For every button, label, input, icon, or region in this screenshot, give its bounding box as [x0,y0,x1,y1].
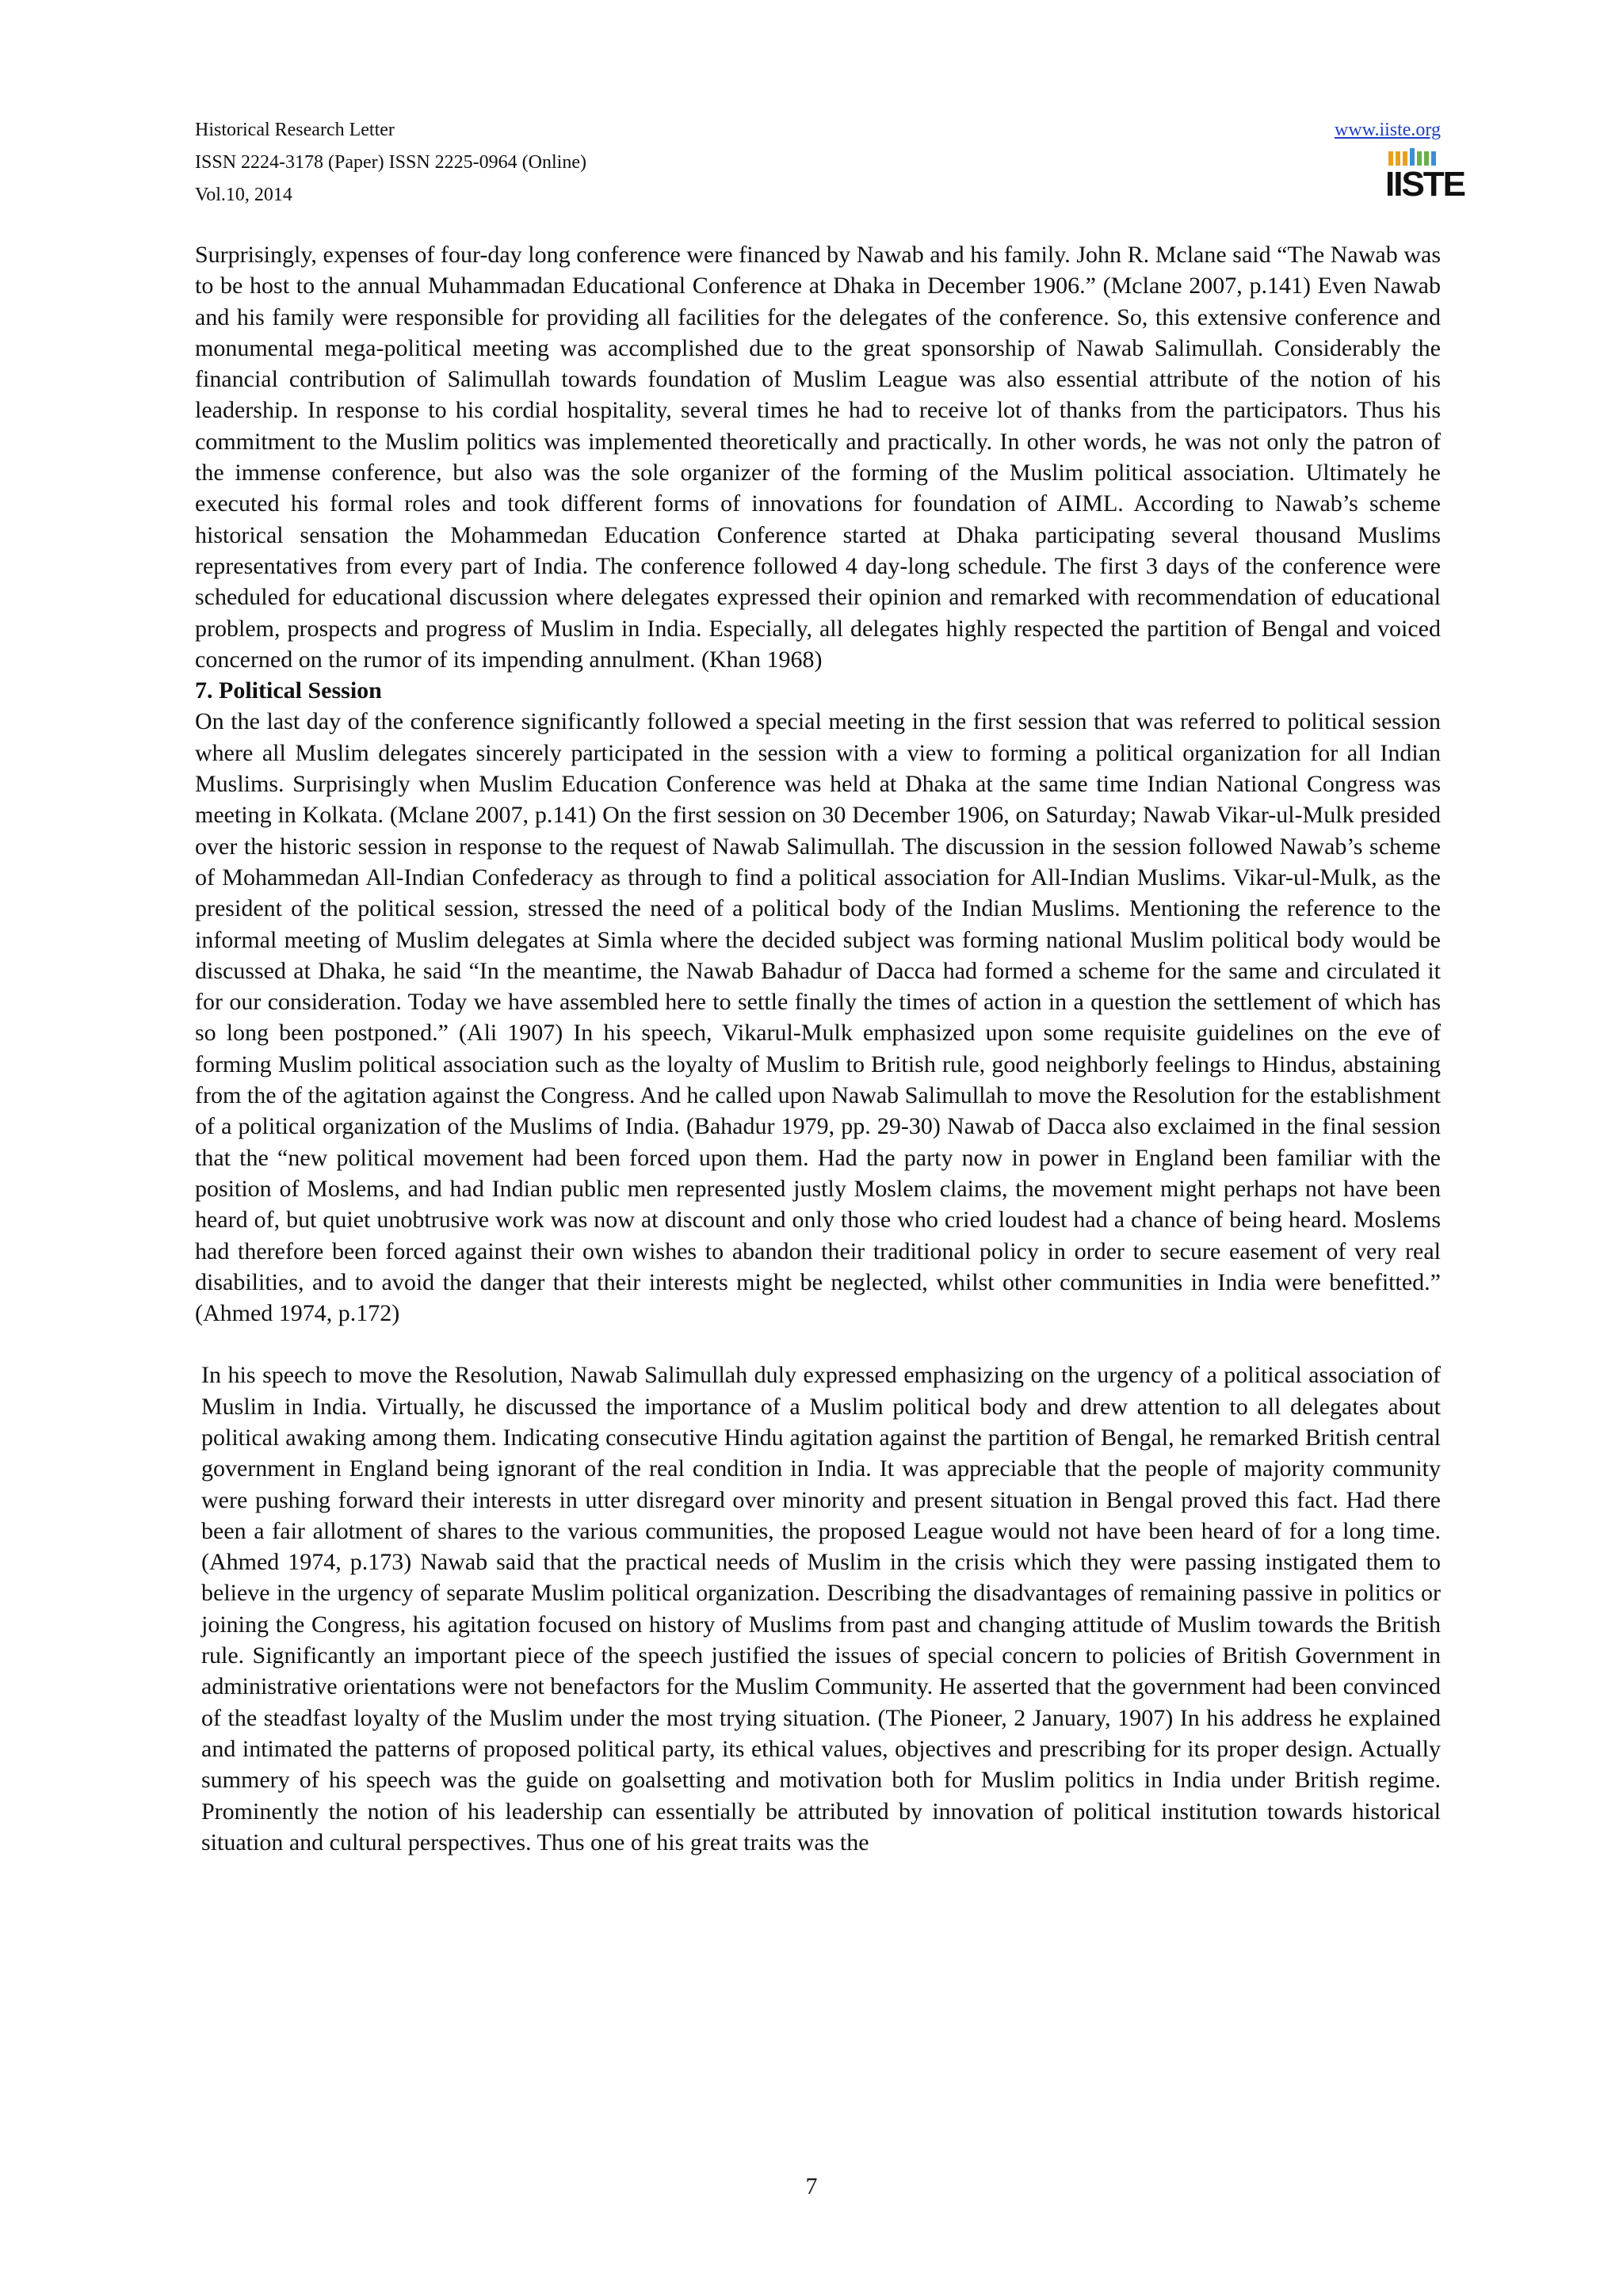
logo-wordmark: IISTE [1385,165,1465,204]
volume-line: Vol.10, 2014 [195,185,292,205]
paragraph: Surprisingly, expenses of four-day long conference were financed by Nawab and his family. John R. Mclane said “The Nawab was to be host to the annual Muhammadan Educational Conference at Dhaka in December 1906.” (Mclane 2007, p.141) Even Nawab and his family were responsible for providing all facilities for the delegates of the conference. So, this extensive conference and monumental mega-political meeting was accomplished due to the great sponsorship of Nawab Salimullah. Considerably the financial contribution of Salimullah towards foundation of Muslim League was also essential attribute of the notion of his leadership. In response to his cordial hospitality, several times he had to receive lot of thanks from the participators. Thus his commitment to the Muslim politics was implemented theoretically and practically. In other words, he was not only the patron of the immense conference, but also was the sole organizer of the forming of the Muslim political association. Ultimately he executed his formal roles and took different forms of innovations for foundation of AIML. According to Nawab’s scheme historical sensation the Mohammedan Education Conference started at Dhaka participating several thousand Muslims representatives from every part of India. The conference followed 4 day-long schedule. The first 3 days of the conference were scheduled for educational discussion where delegates expressed their opinion and remarked with recommendation of educational problem, prospects and progress of Muslim in India. Especially, all delegates highly respected the partition of Bengal and voiced concerned on the rumor of its impending annulment. (Khan 1968) [195,242,1441,673]
logo-bars-icon [1388,148,1439,166]
running-header [195,114,586,212]
website-link[interactable]: www.iiste.org [1335,120,1441,140]
article-body [195,239,1441,1858]
iiste-logo [1385,148,1465,207]
paragraph: On the last day of the conference significantly followed a special meeting in the first session that was referred to political session where all Muslim delegates sincerely participated in the session with a view to forming a political organization for all Indian Muslims. Surprisingly when Muslim Education Conference was held at Dhaka at the same time Indian National Congress was meeting in Kolkata. (Mclane 2007, p.141) On the first session on 30 December 1906, on Saturday; Nawab Vikar-ul-Mulk presided over the historic session in response to the request of Nawab Salimullah. The discussion in the session followed Nawab’s scheme of Mohammedan All-Indian Confederacy as through to find a political association for All-Indian Muslims. Vikar-ul-Mulk, as the president of the political session, stressed the need of a political body of the Indian Muslims. Mentioning the reference to the informal meeting of Muslim delegates at Simla where the decided subject was forming national Muslim political body would be discussed at Dhaka, he said “In the meantime, the Nawab Bahadur of Dacca had formed a scheme for the same and circulated it for our consideration. Today we have assembled here to settle finally the times of action in a question the settlement of which has so long been postponed.” (Ali 1907) In his speech, Vikarul-Mulk emphasized upon some requisite guidelines on the eve of forming Muslim political association such as the loyalty of Muslim to British rule, good neighborly feelings to Hindus, abstaining from the of the agitation against the Congress. And he called upon Nawab Salimullah to move the Resolution for the establishment of a political organization of the Muslims of India. (Bahadur 1979, pp. 29-30) Nawab of Dacca also exclaimed in the final session that the “new political movement had been forced upon them. Had the party now in power in England been familiar with the position of Moslems, and had Indian public men represented justly Moslem claims, the movement might perhaps not have been heard of, but quiet unobtrusive work was now at discount and only those who cried loudest had a chance of being heard. Moslems had therefore been forced against their own wishes to abandon their traditional policy in order to secure easement of very real disabilities, and to avoid the danger that their interests might be neglected, whilst other communities in India were benefitted.” (Ahmed 1974, p.172) [195,708,1441,1327]
section-heading: 7. Political Session [195,677,382,704]
page-number: 7 [805,2173,818,2199]
paragraph: In his speech to move the Resolution, Nawab Salimullah duly expressed emphasizing on the urgency of a political association of Muslim in India. Virtually, he discussed the importance of a Muslim political body and drew attention to all delegates about political awaking among them. Indicating consecutive Hindu agitation against the partition of Bengal, he remarked British central government in England being ignorant of the real condition in India. It was appreciable that the people of majority community were pushing forward their interests in utter disregard over minority and present situation in Bengal proved this fact. Had there been a fair allotment of shares to the various communities, the proposed League would not have been heard of for a long time. (Ahmed 1974, p.173) Nawab said that the practical needs of Muslim in the crisis which they were passing instigated them to believe in the urgency of separate Muslim political organization. Describing the disadvantages of remaining passive in politics or joining the Congress, his agitation focused on history of Muslims from past and changing attitude of Muslim towards the British rule. Significantly an important piece of the speech justified the issues of special concern to policies of British Government in administrative orientations were not benefactors for the Muslim Community. He asserted that the government had been convinced of the steadfast loyalty of the Muslim under the most trying situation. (The Pioneer, 2 January, 1907) In his address he explained and intimated the patterns of proposed political party, its ethical values, objectives and prescribing for its proper design. Actually summery of his speech was the guide on goalsetting and motivation both for Muslim politics in India under British regime. Prominently the notion of his leadership can essentially be attributed by innovation of political institution towards historical situation and cultural perspectives. Thus one of his great traits was the [201,1362,1441,1855]
paragraph-spacer [195,1329,1441,1360]
issn-line: ISSN 2224-3178 (Paper) ISSN 2225-0964 (Online) [195,152,586,173]
journal-name: Historical Research Letter [195,120,395,140]
header-right [1335,114,1465,211]
